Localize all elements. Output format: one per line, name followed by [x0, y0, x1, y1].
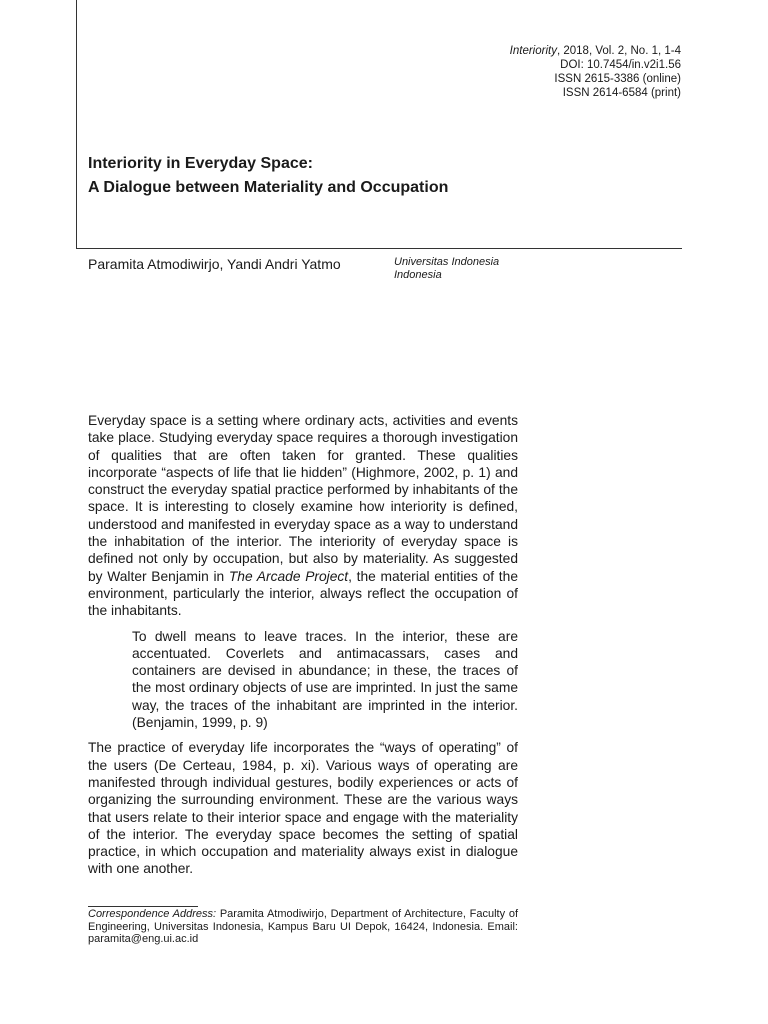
article-title [88, 152, 448, 200]
journal-issn-online: ISSN 2615-3386 (online) [554, 73, 681, 85]
article-body [88, 412, 518, 886]
paragraph-1-italic: The Arcade Project [228, 568, 349, 584]
authors: Paramita Atmodiwirjo, Yandi Andri Yatmo [88, 256, 341, 272]
footnote-rule [88, 906, 198, 907]
header-vertical-rule [76, 0, 77, 248]
title-line-1: Interiority in Everyday Space: [88, 155, 313, 172]
journal-citation-rest: , 2018, Vol. 2, No. 1, 1-4 [556, 45, 681, 57]
affiliation-line-2: Indonesia [394, 269, 442, 281]
journal-citation [510, 44, 681, 58]
correspondence-footnote [88, 908, 518, 946]
paragraph-1-a: Everyday space is a setting where ordinary acts, activities and events take place. Studying everyday space requires a thorough investigation of qualities that are often taken for granted. These qualities incorporate “aspects of life that lie hidden” (Highmore, 2002, p. 1) and construct the everyday spatial practice performed by inhabitants of the space. It is interesting to closely examine how interiority is defined, understood and manifested in everyday space as a way to understand the inhabitation of the interior. The interiority of everyday space is defined not only by occupation, but also by materiality. As suggested by Walter Benjamin in [88, 413, 518, 584]
journal-name: Interiority [509, 45, 557, 57]
footnote-label: Correspondence Address: [88, 908, 217, 920]
footnote-text: Paramita Atmodiwirjo, Department of Architecture, Faculty of Engineering, Universitas Indonesia, Kampus Baru UI Depok, 16424, Indonesia. Email: paramita@eng.ui.ac.id [88, 908, 518, 945]
header-horizontal-rule [76, 248, 682, 249]
block-quote: To dwell means to leave traces. In the interior, these are accentuated. Coverlets and antimacassars, cases and containers are devised in abundance; in these, the traces of the most ordinary objects of use are imprinted. In just the same way, the traces of the inhabitant are imprinted in the interior. (Benjamin, 1999, p. 9) [132, 628, 518, 731]
affiliation [394, 256, 499, 282]
paragraph-1 [88, 412, 518, 620]
paragraph-1-b: , the material entities of the environment, particularly the interior, always reflect the occupation of the inhabitants. [88, 568, 518, 619]
journal-doi: DOI: 10.7454/in.v2i1.56 [560, 59, 681, 71]
affiliation-line-1: Universitas Indonesia [394, 256, 500, 268]
journal-info [510, 44, 681, 100]
title-line-2: A Dialogue between Materiality and Occupation [88, 179, 449, 196]
journal-issn-print: ISSN 2614-6584 (print) [562, 87, 681, 99]
paragraph-2: The practice of everyday life incorporates the “ways of operating” of the users (De Certeau, 1984, p. xi). Various ways of operating are manifested through individual gestures, bodily experiences or acts of organizing the surrounding environment. These are the various ways that users relate to their interior space and engage with the materiality of the interior. The everyday space becomes the setting of spatial practice, in which occupation and materiality always exist in dialogue with one another. [88, 740, 518, 877]
